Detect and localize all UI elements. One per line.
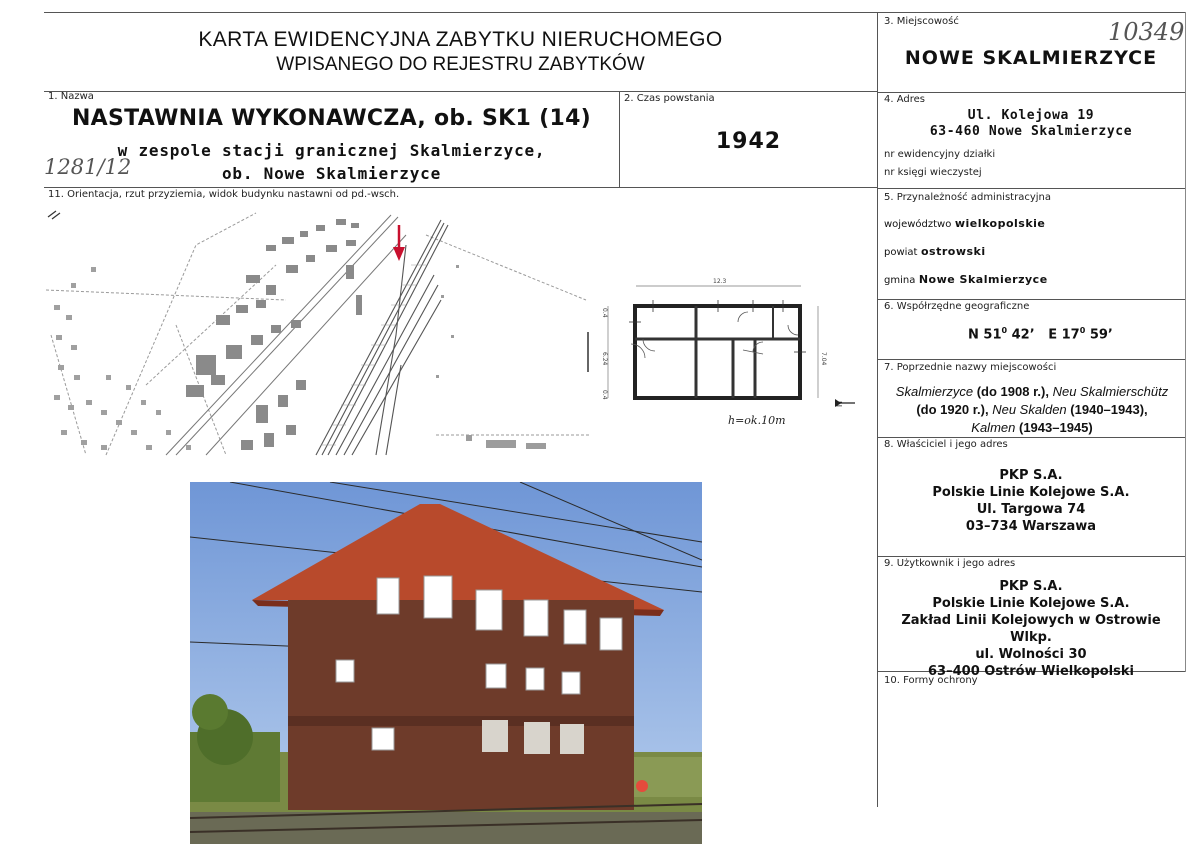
former-name-1: Skalmierzyce bbox=[895, 384, 974, 399]
right-divider-6 bbox=[877, 359, 1186, 360]
card-title-line2: WPISANEGO DO REJESTRU ZABYTKÓW bbox=[276, 54, 645, 75]
row-divider-name bbox=[44, 187, 877, 188]
land-registry-label: nr księgi wieczystej bbox=[884, 167, 982, 178]
right-divider-7 bbox=[877, 437, 1186, 438]
lat-sup: 0 bbox=[1001, 326, 1008, 335]
former-names-text bbox=[880, 383, 1184, 437]
user-line: Polskie Linie Kolejowe S.A. bbox=[932, 596, 1130, 611]
card-title bbox=[44, 28, 877, 76]
field3-label: 3. Miejscowość bbox=[884, 16, 959, 27]
site-map bbox=[46, 205, 591, 460]
county-value: ostrowski bbox=[920, 245, 986, 258]
plan-side-a-label: 0.4 bbox=[601, 308, 608, 318]
commune-value: Nowe Skalmierzyce bbox=[918, 273, 1048, 286]
user-label: 9. Użytkownik i jego adres bbox=[884, 558, 1016, 569]
voivodeship-row bbox=[884, 217, 1045, 230]
row-divider-header bbox=[44, 91, 877, 92]
building-photo bbox=[190, 482, 702, 844]
user-address bbox=[880, 578, 1182, 680]
former-name-3-date: (1940–1943), bbox=[1070, 402, 1148, 417]
parcel-label: nr ewidencyjny działki bbox=[884, 149, 996, 160]
floor-plan bbox=[583, 272, 858, 432]
county-label: powiat bbox=[884, 247, 918, 258]
former-name-2: Neu Skalmierschütz bbox=[1052, 384, 1169, 399]
commune-row bbox=[884, 273, 1048, 286]
former-name-4: Kalmen bbox=[971, 420, 1016, 435]
owner-line: Polskie Linie Kolejowe S.A. bbox=[932, 485, 1130, 500]
north-arrow-icon bbox=[835, 399, 855, 407]
address-label: 4. Adres bbox=[884, 94, 925, 105]
right-divider-5 bbox=[877, 299, 1186, 300]
plan-inner-label: 6.24 bbox=[601, 352, 608, 366]
lon-sup: 0 bbox=[1079, 326, 1086, 335]
monument-name-line2: w zespole stacji granicznej Skalmierzyce, bbox=[117, 141, 546, 160]
right-divider-3 bbox=[877, 92, 1186, 93]
former-name-1-date: (do 1908 r.), bbox=[976, 384, 1049, 399]
former-name-3: Neu Skalden bbox=[992, 402, 1067, 417]
protection-label: 10. Formy ochrony bbox=[884, 675, 978, 686]
right-edge bbox=[1185, 12, 1186, 672]
monument-name: NASTAWNIA WYKONAWCZA, ob. SK1 (14) bbox=[71, 106, 592, 131]
right-divider-8 bbox=[877, 556, 1186, 557]
owner-line: 03–734 Warszawa bbox=[965, 519, 1097, 534]
height-note: h=ok.10m bbox=[728, 414, 786, 427]
locality-value: NOWE SKALMIERZYCE bbox=[904, 47, 1158, 69]
plan-depth-label: 7.04 bbox=[820, 352, 827, 366]
owner-address bbox=[880, 467, 1182, 535]
user-line: Zakład Linii Kolejowych w Ostrowie Wlkp. bbox=[901, 613, 1161, 645]
county-row bbox=[884, 245, 986, 258]
owner-label: 8. Właściciel i jego adres bbox=[884, 439, 1008, 450]
voivodeship-value: wielkopolskie bbox=[954, 217, 1046, 230]
orientation-label: 11. Orientacja, rzut przyziemia, widok budynku nastawni od pd.-wsch. bbox=[48, 189, 400, 200]
handwritten-ref: 1281/12 bbox=[44, 155, 132, 179]
lat-deg: N 51 bbox=[968, 327, 1002, 343]
handwritten-number: 10349 bbox=[1108, 18, 1185, 46]
commune-label: gmina bbox=[884, 275, 916, 286]
year-value: 1942 bbox=[715, 129, 782, 154]
col-divider-right bbox=[877, 12, 878, 807]
monument-name-line3: ob. Nowe Skalmierzyce bbox=[221, 164, 442, 183]
coords-value bbox=[968, 326, 1113, 342]
address-postal: 63-460 Nowe Skalmierzyce bbox=[929, 124, 1133, 139]
date-label: 2. Czas powstania bbox=[624, 93, 715, 104]
former-name-4-date: (1943–1945) bbox=[1018, 420, 1093, 435]
former-name-2-date: (do 1920 r.), bbox=[916, 402, 989, 417]
top-border bbox=[44, 12, 1186, 13]
owner-line: Ul. Targowa 74 bbox=[976, 502, 1086, 517]
former-names-label: 7. Poprzednie nazwy miejscowości bbox=[884, 362, 1057, 373]
card-title-line1: KARTA EWIDENCYJNA ZABYTKU NIERUCHOMEGO bbox=[198, 28, 723, 51]
owner-line: PKP S.A. bbox=[999, 468, 1063, 483]
coords-label: 6. Współrzędne geograficzne bbox=[884, 301, 1030, 312]
plan-width-label: 12.3 bbox=[713, 278, 727, 285]
lon-min: 59’ bbox=[1089, 327, 1113, 343]
lat-min: 42’ bbox=[1011, 327, 1035, 343]
plan-side-b-label: 0.4 bbox=[601, 390, 608, 400]
user-line: ul. Wolności 30 bbox=[975, 647, 1087, 662]
name-label: 1. Nazwa bbox=[48, 91, 94, 102]
address-street: Ul. Kolejowa 19 bbox=[967, 108, 1095, 123]
user-line: PKP S.A. bbox=[999, 579, 1063, 594]
north-letter: N bbox=[835, 401, 844, 407]
lon-deg: E 17 bbox=[1048, 327, 1080, 343]
right-divider-4 bbox=[877, 188, 1186, 189]
user-line: 63–400 Ostrów Wielkopolski bbox=[928, 664, 1134, 679]
voivodeship-label: województwo bbox=[884, 219, 952, 230]
admin-label: 5. Przynależność administracyjna bbox=[884, 192, 1051, 203]
